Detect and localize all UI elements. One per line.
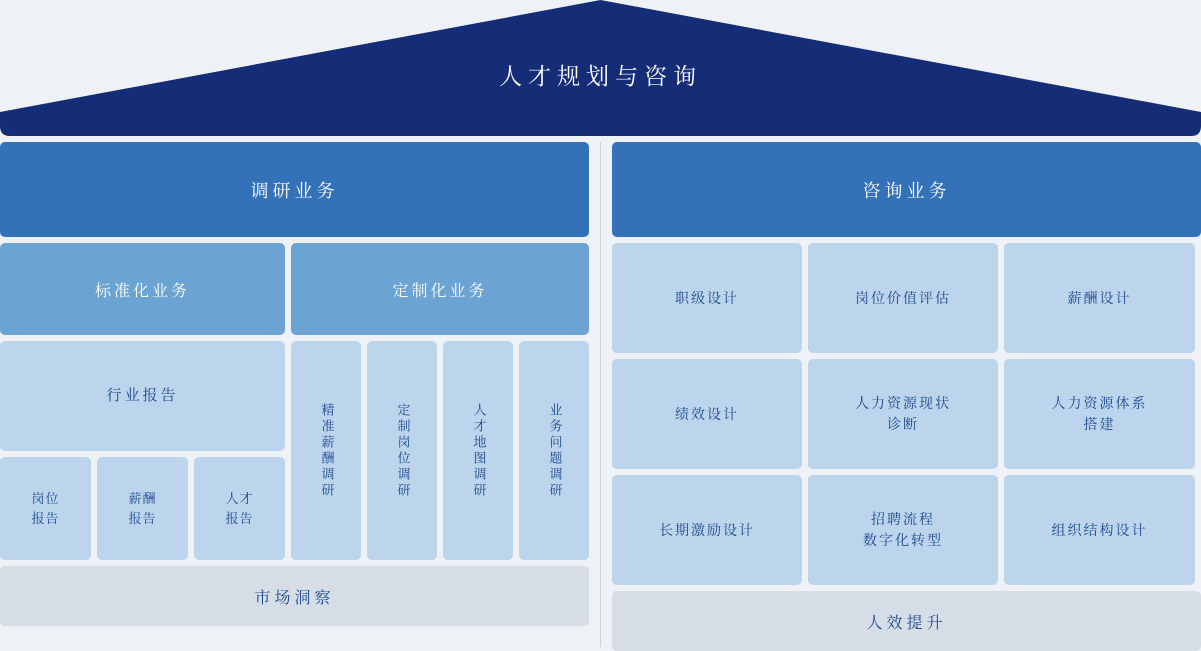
tile-rank-design[interactable]: 职级设计: [612, 243, 802, 353]
tile-label: 薪酬 报告: [128, 491, 157, 526]
tile-label: 人力资源体系 搭建: [1051, 395, 1148, 432]
tile-precise-salary-survey[interactable]: 精准薪酬调研: [291, 341, 361, 560]
tile-salary-design[interactable]: 薪酬设计: [1004, 243, 1195, 353]
custom-business-row: [291, 341, 589, 560]
right-header-band: 咨询业务: [612, 142, 1201, 237]
tile-hr-status-diagnosis[interactable]: [808, 359, 998, 469]
right-row-1: [612, 243, 1201, 353]
tile-label: 组织结构设计: [1051, 521, 1148, 538]
standard-report-row: [0, 457, 285, 560]
standard-business-title: 标准化业务: [0, 243, 285, 335]
roof-title: 人才规划与咨询: [499, 63, 702, 89]
tile-label: 长期激励设计: [659, 521, 755, 538]
industry-report-tile[interactable]: 行业报告: [0, 341, 285, 451]
tile-business-problem-survey[interactable]: 业务问题调研: [519, 341, 589, 560]
custom-business-group: [291, 243, 589, 560]
left-footer-band: 市场洞察: [0, 566, 589, 626]
tile-position-value-assessment[interactable]: 岗位价值评估: [808, 243, 998, 353]
tile-performance-design[interactable]: [612, 359, 802, 469]
tile-talent-map-survey[interactable]: 人才地图调研: [443, 341, 513, 560]
tile-hr-system-build[interactable]: [1004, 359, 1195, 469]
tile-label: 绩效设计: [675, 405, 739, 422]
columns-container: [0, 142, 1201, 651]
right-column: [612, 142, 1201, 651]
right-footer-band: 人效提升: [612, 591, 1201, 651]
tile-label: 人力资源现状 诊断: [855, 395, 951, 432]
right-row-2: [612, 359, 1201, 469]
standard-business-group: [0, 243, 285, 560]
left-split: [0, 243, 589, 560]
tile-org-structure-design[interactable]: [1004, 475, 1195, 585]
custom-business-title: 定制化业务: [291, 243, 589, 335]
tile-talent-report[interactable]: [194, 457, 285, 560]
tile-longterm-incentive-design[interactable]: [612, 475, 802, 585]
tile-salary-report[interactable]: [97, 457, 188, 560]
left-column: [0, 142, 589, 651]
tile-recruitment-digital-transformation[interactable]: [808, 475, 998, 585]
left-header-band: 调研业务: [0, 142, 589, 237]
tile-label: 岗位 报告: [31, 491, 60, 526]
right-row-3: [612, 475, 1201, 585]
tile-position-report[interactable]: [0, 457, 91, 560]
tile-custom-position-survey[interactable]: 定制岗位调研: [367, 341, 437, 560]
tile-label: 人才 报告: [225, 491, 254, 526]
roof-shape: [0, 0, 1201, 136]
tile-label: 招聘流程 数字化转型: [863, 511, 943, 548]
